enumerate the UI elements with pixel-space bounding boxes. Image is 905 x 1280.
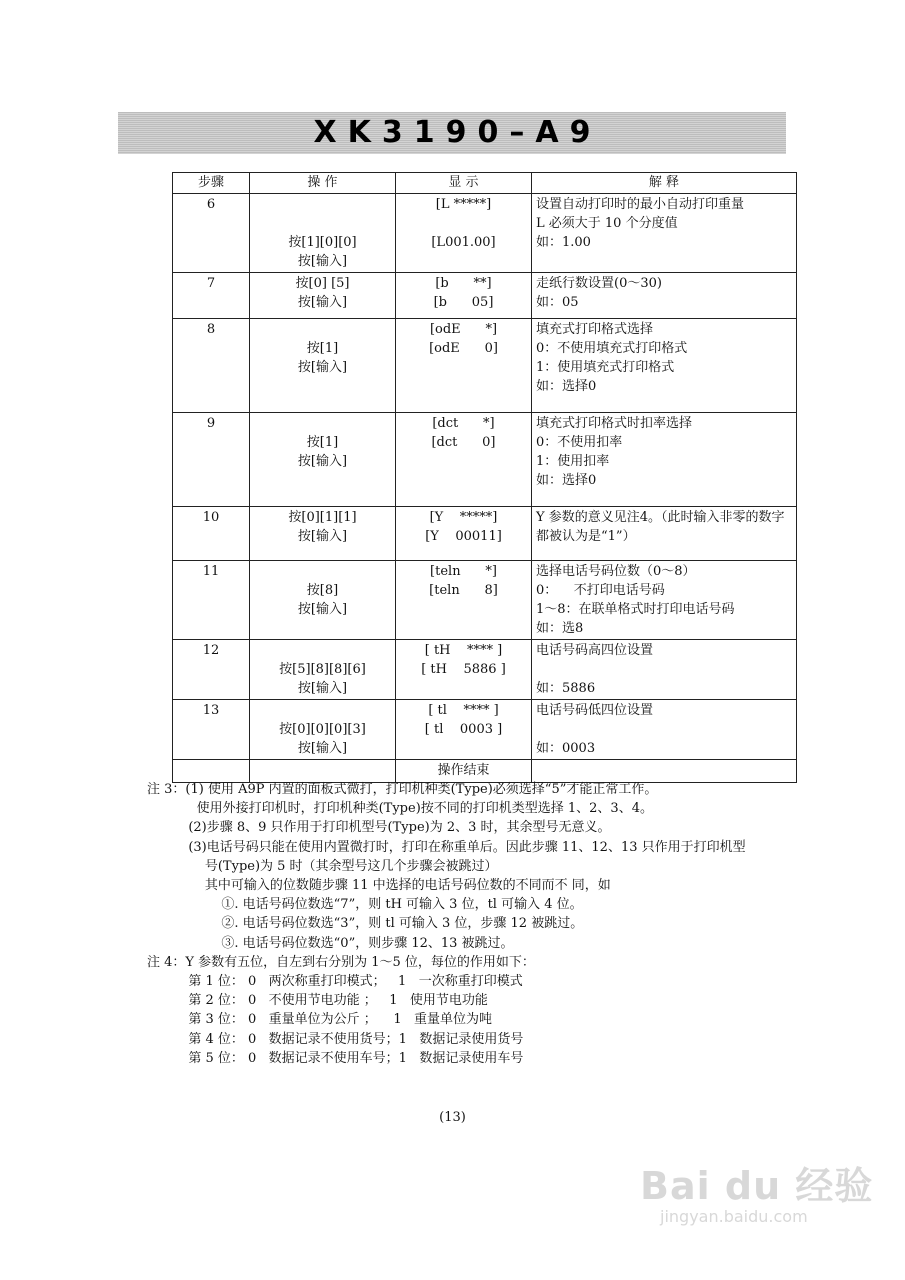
explanation-line: 0：不使用填充式打印格式 — [536, 341, 688, 356]
operation-line: 按[0][1][1] — [288, 510, 357, 525]
explanation-cell — [532, 700, 797, 760]
display-line: [b 05] — [433, 295, 494, 310]
explanation-cell — [532, 319, 797, 413]
explanation-line: 如：05 — [536, 295, 579, 310]
explanation-line: 电话号码高四位设置 — [536, 643, 654, 658]
explanation-line: 都被认为是“1”） — [536, 529, 636, 544]
display-cell — [396, 507, 532, 561]
display-line: [b **] — [435, 276, 492, 291]
display-line: [odE 0] — [429, 341, 498, 356]
operation-line: 按[输入] — [297, 254, 348, 269]
step-cell: 13 — [173, 700, 250, 760]
operation-line: 按[0][0][0][3] — [279, 722, 366, 737]
table-row — [173, 507, 797, 561]
explanation-cell — [532, 273, 797, 319]
table-row — [173, 640, 797, 700]
step-cell: 8 — [173, 319, 250, 413]
note-line: ③. 电话号码位数选“0”，则步骤 12、13 被跳过。 — [147, 935, 514, 951]
operation-line: 按[输入] — [297, 529, 348, 544]
explanation-line: 如：5886 — [536, 681, 596, 696]
table-row — [173, 413, 797, 507]
note-line: 注 3：(1) 使用 A9P 内置的面板式微打，打印机种类(Type)必须选择“5”才能正常工作。 — [147, 782, 658, 797]
operation-line: 按[输入] — [297, 360, 348, 375]
header-display: 显 示 — [396, 173, 532, 194]
explanation-line: 如：选8 — [536, 621, 584, 636]
operation-line — [254, 641, 391, 660]
display-line: [ tH 5886 ] — [421, 662, 506, 677]
explanation-line: 1～8：在联单格式时打印电话号码 — [536, 602, 735, 617]
display-line: [Y *****] — [429, 510, 498, 525]
explanation-cell — [532, 640, 797, 700]
title-banner — [118, 112, 786, 154]
explanation-line: 如：选择0 — [536, 473, 597, 488]
operation-line: 按[8] — [306, 583, 339, 598]
operation-line — [254, 214, 391, 233]
note-line: 第 2 位： 0 不使用节电功能 ； 1 使用节电功能 — [147, 993, 488, 1009]
note-line: ①. 电话号码位数选“7”，则 tH 可输入 3 位，tl 可输入 4 位。 — [147, 897, 583, 913]
explanation-line: Y 参数的意义见注4。（此时输入非零的数字 — [536, 510, 785, 525]
display-line: [dct *] — [432, 416, 495, 431]
note-line: 注 4：Y 参数有五位，自左到右分别为 1～5 位，每位的作用如下： — [147, 954, 535, 970]
operation-line — [254, 414, 391, 433]
operation-line: 按[1][0][0] — [288, 235, 357, 250]
operation-cell — [250, 507, 396, 561]
display-cell — [396, 319, 532, 413]
operation-line: 按[输入] — [297, 295, 348, 310]
display-cell — [396, 640, 532, 700]
watermark-brand: Bai du 经验 — [640, 1164, 874, 1208]
operation-line: 按[0] [5] — [295, 276, 350, 291]
end-label: 操作结束 — [396, 760, 532, 783]
display-cell — [396, 413, 532, 507]
display-line: [Y 00011] — [425, 529, 502, 544]
display-line — [400, 214, 527, 233]
operation-cell — [250, 640, 396, 700]
display-cell — [396, 194, 532, 273]
table-row — [173, 319, 797, 413]
page-number: (13) — [439, 1110, 466, 1125]
steps-table — [172, 172, 797, 783]
explanation-line: 填充式打印格式选择 — [536, 322, 654, 337]
note-line: 号(Type)为 5 时（其余型号这几个步骤会被跳过） — [147, 858, 498, 874]
display-line: [L *****] — [435, 197, 492, 212]
table-header-row — [173, 173, 797, 194]
explanation-line: 1：使用填充式打印格式 — [536, 360, 675, 375]
step-cell: 6 — [173, 194, 250, 273]
display-line: [dct 0] — [431, 435, 496, 450]
operation-cell — [250, 194, 396, 273]
step-cell: 12 — [173, 640, 250, 700]
explanation-line: 0： 不打印电话号码 — [536, 583, 665, 598]
table-row — [173, 700, 797, 760]
operation-line: 按[1] — [306, 435, 339, 450]
explanation-cell — [532, 561, 797, 640]
watermark-url: jingyan.baidu.com — [660, 1207, 808, 1226]
operation-cell — [250, 273, 396, 319]
operation-line: 按[5][8][8][6] — [279, 662, 366, 677]
note-line: 使用外接打印机时，打印机种类(Type)按不同的打印机类型选择 1、2、3、4。 — [147, 801, 653, 817]
note-line: 其中可输入的位数随步骤 11 中选择的电话号码位数的不同而不 同，如 — [147, 878, 611, 894]
step-cell: 7 — [173, 273, 250, 319]
explanation-cell — [532, 507, 797, 561]
table-row — [173, 273, 797, 319]
display-cell — [396, 273, 532, 319]
explanation-line — [536, 720, 792, 739]
table-row — [173, 194, 797, 273]
note-line: 第 1 位： 0 两次称重打印模式； 1 一次称重打印模式 — [147, 974, 523, 990]
explanation-line — [536, 660, 792, 679]
explanation-line: 1：使用扣率 — [536, 454, 610, 469]
note-line: 第 4 位： 0 数据记录不使用货号；1 数据记录使用货号 — [147, 1031, 524, 1047]
operation-cell — [250, 319, 396, 413]
display-line: [L001.00] — [431, 235, 496, 250]
explanation-cell — [532, 194, 797, 273]
display-cell — [396, 561, 532, 640]
note-line: (3)电话号码只能在使用内置微打时，打印在称重单后。因此步骤 11、12、13 只作用于打印机型 — [147, 839, 746, 855]
explanation-line: 设置自动打印时的最小自动打印重量 — [536, 197, 745, 212]
note-line: (2)步骤 8、9 只作用于打印机型号(Type)为 2、3 时，其余型号无意义。 — [147, 820, 611, 836]
operation-line — [254, 701, 391, 720]
operation-line — [254, 320, 391, 339]
display-line: [ tH **** ] — [424, 643, 503, 658]
operation-line — [254, 195, 391, 214]
display-line: [odE *] — [429, 322, 498, 337]
explanation-line: 走纸行数设置(0～30) — [536, 276, 662, 291]
operation-line: 按[输入] — [297, 602, 348, 617]
display-cell — [396, 700, 532, 760]
explanation-line: 选择电话号码位数（0～8） — [536, 564, 696, 579]
explanation-cell — [532, 413, 797, 507]
operation-cell — [250, 561, 396, 640]
display-line: [ tl 0003 ] — [424, 722, 503, 737]
notes-block — [147, 780, 847, 1068]
document-title: XK3190–A9 — [313, 115, 602, 150]
operation-line: 按[1] — [306, 341, 339, 356]
step-cell: 11 — [173, 561, 250, 640]
explanation-line: 0：不使用扣率 — [536, 435, 623, 450]
operation-line: 按[输入] — [297, 681, 348, 696]
operation-cell — [250, 700, 396, 760]
note-line: 第 3 位： 0 重量单位为公斤 ； 1 重量单位为吨 — [147, 1012, 492, 1028]
explanation-line: 电话号码低四位设置 — [536, 703, 654, 718]
watermark — [640, 1155, 880, 1235]
note-line: ②. 电话号码位数选“3”，则 tl 可输入 3 位，步骤 12 被跳过。 — [147, 916, 584, 932]
display-line: [ tl **** ] — [428, 703, 499, 718]
note-line: 第 5 位： 0 数据记录不使用车号；1 数据记录使用车号 — [147, 1050, 524, 1066]
operation-cell — [250, 413, 396, 507]
step-cell: 10 — [173, 507, 250, 561]
explanation-line: 如：选择0 — [536, 379, 597, 394]
header-operation: 操 作 — [250, 173, 396, 194]
header-step: 步骤 — [173, 173, 250, 194]
display-line: [teln *] — [430, 564, 497, 579]
table-row — [173, 561, 797, 640]
display-line: [teln 8] — [429, 583, 498, 598]
header-explanation: 解 释 — [532, 173, 797, 194]
explanation-line: 如：1.00 — [536, 235, 591, 250]
explanation-line: L 必须大于 10 个分度值 — [536, 216, 678, 231]
explanation-line: 如：0003 — [536, 741, 596, 756]
explanation-line: 填充式打印格式时扣率选择 — [536, 416, 693, 431]
step-cell: 9 — [173, 413, 250, 507]
operation-line — [254, 562, 391, 581]
operation-line: 按[输入] — [297, 454, 348, 469]
operation-line: 按[输入] — [297, 741, 348, 756]
